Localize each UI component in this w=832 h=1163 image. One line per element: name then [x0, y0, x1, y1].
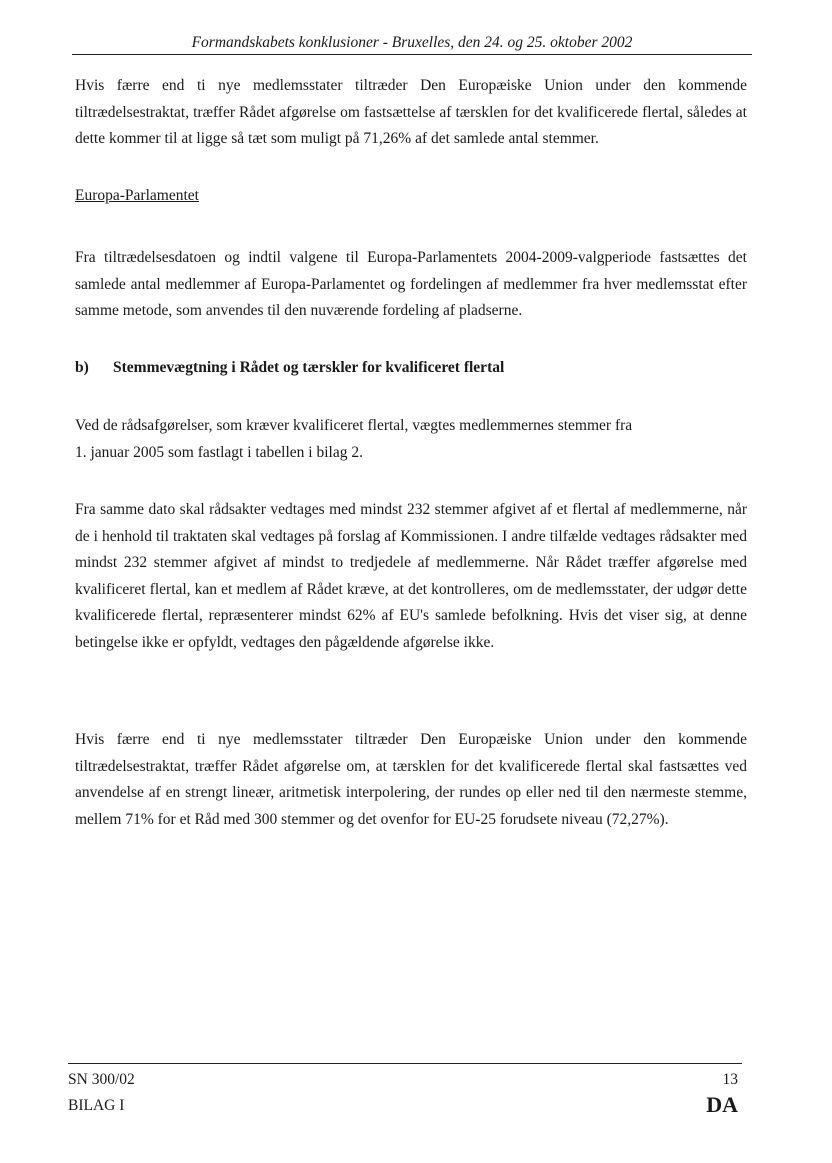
document-number: SN 300/02 — [68, 1071, 135, 1088]
paragraph-parliament-seats: Fra tiltrædelsesdatoen og indtil valgene til Europa-Parlamentets 2004-2009-valgperiode fastsættes det samlede antal medlemmer af Europa-Parlamentet og fordelingen af medlemmer fra hver medlemsstat efter samme metode, som anvendes til den nuværende fordeling af pladserne. — [75, 249, 747, 319]
header-rule — [72, 54, 752, 55]
section-heading-b — [75, 357, 504, 379]
page-number: 13 — [722, 1071, 738, 1088]
paragraph-qualified-majority-rules: Fra samme dato skal rådsakter vedtages med mindst 232 stemmer afgivet af et flertal af medlemmerne, når de i henhold til traktaten skal vedtages på forslag af Kommissionen. I andre tilfælde vedtages rådsakter med mindst 232 stemmer afgivet af mindst to tredjedele af medlemmerne. Når Rådet træffer afgørelse med kvalificeret flertal, kan et medlem af Rådet kræve, at det kontrolleres, om de medlemsstater, der udgør dette kvalificerede flertal, repræsenterer mindst 62% af EU's samlede befolkning. Hvis det viser sig, at denne betingelse ikke er opfyldt, vedtages den pågældende afgørelse ikke. — [75, 501, 747, 651]
paragraph-vote-weighting-line2: 1. januar 2005 som fastlagt i tabellen i bilag 2. — [75, 443, 363, 461]
footer-rule — [68, 1063, 742, 1064]
annex-label: BILAG I — [68, 1097, 125, 1114]
paragraph-vote-weighting-line1: Ved de rådsafgørelser, som kræver kvalificeret flertal, vægtes medlemmernes stemmer fra — [75, 417, 633, 434]
subheading-europa-parlamentet: Europa-Parlamentet — [75, 187, 199, 204]
language-code: DA — [706, 1092, 738, 1117]
section-letter: b) — [75, 359, 89, 376]
paragraph-linear-interpolation: Hvis færre end ti nye medlemsstater tiltræder Den Europæiske Union under den kommende tiltrædelsestraktat, træffer Rådet afgørelse om, at tærsklen for det kvalificerede flertal skal fastsættes ved anvendelse af en strengt lineær, aritmetisk interpolering, der rundes op eller ned til den nærmeste stemme, mellem 71% for et Råd med 300 stemmer og det ovenfor for EU-25 forudsete niveau (72,27%). — [75, 731, 747, 828]
paragraph-vote-weighting — [75, 413, 747, 466]
paragraph-threshold-fewer-states: Hvis færre end ti nye medlemsstater tiltræder Den Europæiske Union under den kommende tiltrædelsestraktat, træffer Rådet afgørelse om fastsættelse af tærsklen for det kvalificerede flertal, således at dette kommer til at ligge så tæt som muligt på 71,26% af det samlede antal stemmer. — [75, 77, 747, 147]
section-title: Stemmevægtning i Rådet og tærskler for kvalificeret flertal — [113, 359, 505, 376]
running-header: Formandskabets konklusioner - Bruxelles, den 24. og 25. oktober 2002 — [191, 34, 633, 51]
